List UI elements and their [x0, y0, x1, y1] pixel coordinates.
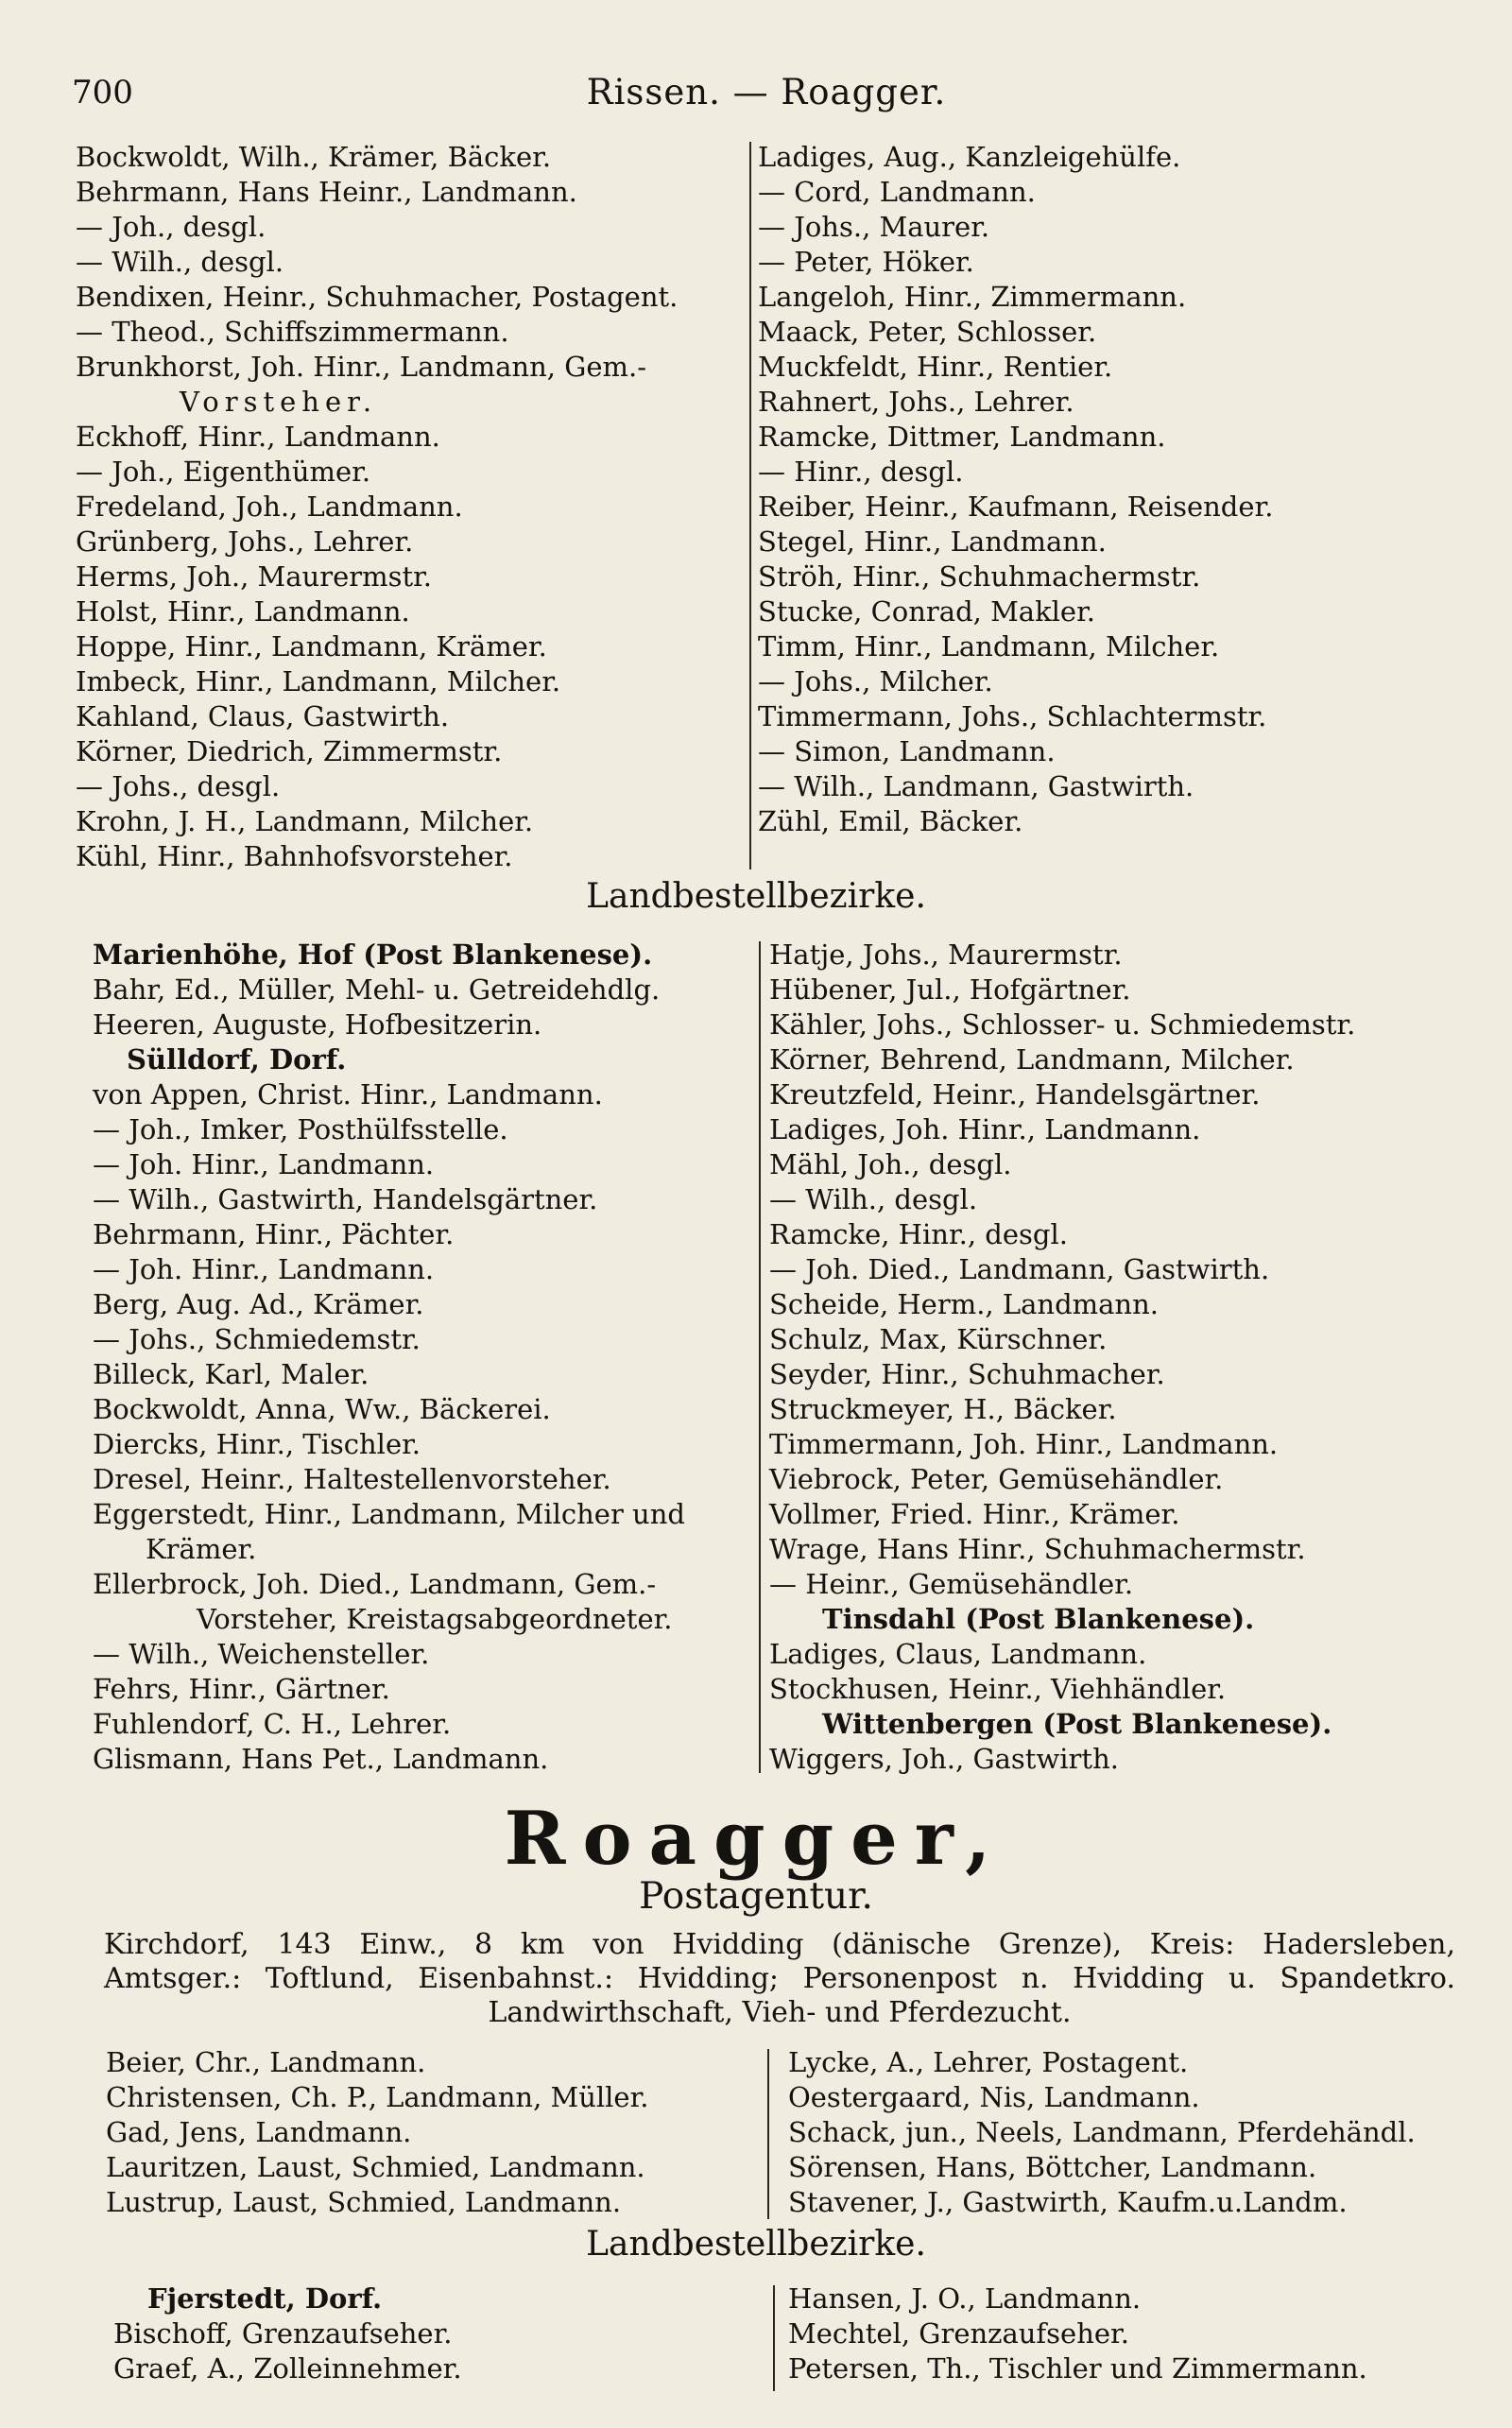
column-divider [759, 941, 761, 1773]
list-item: — Johs., Schmiedemstr. [93, 1323, 421, 1355]
list-item: Fehrs, Hinr., Gärtner. [93, 1673, 390, 1705]
list-item: Petersen, Th., Tischler und Zimmermann. [788, 2352, 1367, 2385]
list-item: Ladiges, Aug., Kanzleigehülfe. [758, 141, 1181, 173]
landbestell-1-left-column [93, 938, 754, 1777]
list-item: Struckmeyer, H., Bäcker. [769, 1393, 1117, 1425]
list-item: Krämer. [146, 1533, 257, 1565]
list-item: Langeloh, Hinr., Zimmermann. [758, 281, 1187, 313]
list-item: — Wilh., desgl. [769, 1183, 978, 1215]
list-item: — Theod., Schiffszimmermann. [76, 316, 509, 348]
section-heading: Landbestellbezirke. [586, 877, 926, 916]
list-item: Bendixen, Heinr., Schuhmacher, Postagent. [76, 281, 679, 313]
list-item: Beier, Chr., Landmann. [106, 2046, 426, 2078]
list-item: Behrmann, Hans Heinr., Landmann. [76, 176, 577, 208]
list-item: Schack, jun., Neels, Landmann, Pferdehändl. [788, 2116, 1416, 2148]
list-item: — Joh. Hinr., Landmann. [93, 1253, 435, 1285]
description-line: Amtsger.: Toftlund, Eisenbahnst.: Hvidding; Personenpost n. Hvidding u. Spandetkro. [104, 1962, 1455, 1995]
list-item: Hatje, Johs., Maurermstr. [769, 938, 1123, 971]
list-item: — Wilh., Gastwirth, Handelsgärtner. [93, 1183, 598, 1215]
list-item [113, 2282, 765, 2316]
list-item: — Joh. Hinr., Landmann. [93, 1148, 435, 1180]
list-item: — Wilh., Weichensteller. [93, 1638, 430, 1670]
place-name: Wittenbergen (Post Blankenese). [822, 1708, 1332, 1740]
list-item: Graef, A., Zolleinnehmer. [113, 2352, 462, 2385]
list-item: — Joh., Imker, Posthülfsstelle. [93, 1113, 508, 1145]
list-item: Stucke, Conrad, Makler. [758, 595, 1095, 628]
list-item: Holst, Hinr., Landmann. [76, 595, 410, 628]
list-item: Maack, Peter, Schlosser. [758, 316, 1097, 348]
landbestell-2-right-column [788, 2282, 1465, 2386]
column-divider [767, 2049, 769, 2219]
list-item: — Wilh., Landmann, Gastwirth. [758, 770, 1194, 802]
list-item [769, 1602, 1463, 1637]
landbestell-1-entries [93, 938, 1463, 1779]
place-description [104, 1928, 1455, 2030]
rissen-entries [76, 140, 1455, 877]
list-item: Fredeland, Joh., Landmann. [76, 491, 463, 523]
list-item: Krohn, J. H., Landmann, Milcher. [76, 805, 534, 837]
roagger-entries [106, 2045, 1467, 2225]
list-item: Vorsteher, Kreistagsabgeordneter. [197, 1603, 673, 1635]
list-item: Imbeck, Hinr., Landmann, Milcher. [76, 665, 561, 697]
place-name: Sülldorf, Dorf. [127, 1043, 347, 1076]
list-item: Herms, Joh., Maurermstr. [76, 560, 433, 593]
list-item: Kähler, Johs., Schlosser- u. Schmiedemstr. [769, 1008, 1356, 1041]
place-subtitle: Postagentur. [639, 1875, 873, 1918]
list-item: Oestergaard, Nis, Landmann. [788, 2081, 1200, 2113]
column-divider [749, 142, 751, 870]
description-line: Landwirthschaft, Vieh- und Pferdezucht. [488, 1996, 1072, 2029]
list-item [93, 938, 754, 973]
list-item: Körner, Behrend, Landmann, Milcher. [769, 1043, 1295, 1076]
list-item: — Heinr., Gemüsehändler. [769, 1568, 1134, 1600]
list-item: Brunkhorst, Joh. Hinr., Landmann, Gem.- [76, 351, 647, 383]
list-item: Schulz, Max, Kürschner. [769, 1323, 1108, 1355]
place-name: Marienhöhe, Hof (Post Blankenese). [93, 938, 653, 971]
list-item: Ellerbrock, Joh. Died., Landmann, Gem.- [93, 1568, 657, 1600]
list-item: Ramcke, Hinr., desgl. [769, 1218, 1068, 1250]
list-item [769, 1707, 1463, 1742]
list-item: Bischoff, Grenzaufseher. [113, 2317, 453, 2350]
list-item: — Johs., Maurer. [758, 211, 990, 243]
list-item: Eggerstedt, Hinr., Landmann, Milcher und [93, 1498, 685, 1530]
list-item [93, 1042, 754, 1077]
list-item: Lustrup, Laust, Schmied, Landmann. [106, 2186, 622, 2218]
list-item: Ramcke, Dittmer, Landmann. [758, 421, 1166, 453]
list-item: Timmermann, Johs., Schlachtermstr. [758, 700, 1267, 732]
roagger-right-column [788, 2045, 1467, 2220]
list-item: Timm, Hinr., Landmann, Milcher. [758, 630, 1220, 663]
list-item: — Peter, Höker. [758, 246, 974, 278]
list-item: Hoppe, Hinr., Landmann, Krämer. [76, 630, 547, 663]
list-item: Viebrock, Peter, Gemüsehändler. [769, 1463, 1224, 1495]
roagger-left-column [106, 2045, 767, 2220]
list-item: Seyder, Hinr., Schuhmacher. [769, 1358, 1165, 1390]
list-item: Zühl, Emil, Bäcker. [758, 805, 1023, 837]
page-header [72, 68, 1461, 125]
list-item: Hübener, Jul., Hofgärtner. [769, 973, 1131, 1006]
list-item: Körner, Diedrich, Zimmermstr. [76, 735, 503, 767]
running-head: Rissen. — Roagger. [586, 72, 947, 112]
list-item: Stavener, J., Gastwirth, Kaufm.u.Landm. [788, 2186, 1348, 2218]
list-item: — Joh., desgl. [76, 211, 266, 243]
list-item: — Wilh., desgl. [76, 246, 284, 278]
list-item: Mechtel, Grenzaufseher. [788, 2317, 1129, 2350]
list-item: Ströh, Hinr., Schuhmachermstr. [758, 560, 1201, 593]
list-item: Scheide, Herm., Landmann. [769, 1288, 1160, 1320]
list-item: Bockwoldt, Wilh., Krämer, Bäcker. [76, 141, 552, 173]
list-item: Bockwoldt, Anna, Ww., Bäckerei. [93, 1393, 551, 1425]
list-item: Dresel, Heinr., Haltestellenvorsteher. [93, 1463, 611, 1495]
list-item: Reiber, Heinr., Kaufmann, Reisender. [758, 491, 1274, 523]
list-item: Lauritzen, Laust, Schmied, Landmann. [106, 2151, 645, 2183]
list-item: Eckhoff, Hinr., Landmann. [76, 421, 440, 453]
list-item: Rahnert, Johs., Lehrer. [758, 386, 1074, 418]
description-line: Kirchdorf, 143 Einw., 8 km von Hvidding (dänische Grenze), Kreis: Hadersleben, [104, 1928, 1455, 1961]
list-item: Kühl, Hinr., Bahnhofsvorsteher. [76, 840, 513, 872]
list-item: Lycke, A., Lehrer, Postagent. [788, 2046, 1189, 2078]
landbestell-2-left-column [113, 2282, 765, 2386]
list-item: Muckfeldt, Hinr., Rentier. [758, 351, 1113, 383]
list-item: Diercks, Hinr., Tischler. [93, 1428, 421, 1460]
column-divider [773, 2285, 775, 2391]
list-item: Behrmann, Hinr., Pächter. [93, 1218, 455, 1250]
list-item: Timmermann, Joh. Hinr., Landmann. [769, 1428, 1279, 1460]
landbestell-1-right-column [769, 938, 1463, 1777]
list-item: — Johs., Milcher. [758, 665, 993, 697]
place-name: Tinsdahl (Post Blankenese). [822, 1603, 1255, 1635]
list-item: Heeren, Auguste, Hofbesitzerin. [93, 1008, 542, 1041]
list-item: — Joh., Eigenthümer. [76, 456, 371, 488]
list-item: Hansen, J. O., Landmann. [788, 2282, 1142, 2315]
list-item: Wiggers, Joh., Gastwirth. [769, 1743, 1119, 1775]
list-item: von Appen, Christ. Hinr., Landmann. [93, 1078, 603, 1111]
list-item: Kreutzfeld, Heinr., Handelsgärtner. [769, 1078, 1261, 1111]
list-item: Vollmer, Fried. Hinr., Krämer. [769, 1498, 1180, 1530]
page-number: 700 [72, 74, 133, 112]
list-item: — Hinr., desgl. [758, 456, 964, 488]
section-heading: Landbestellbezirke. [586, 2225, 926, 2264]
list-item: — Simon, Landmann. [758, 735, 1056, 767]
list-item: Stegel, Hinr., Landmann. [758, 525, 1107, 558]
rissen-right-column [758, 140, 1455, 839]
list-item: Fuhlendorf, C. H., Lehrer. [93, 1708, 452, 1740]
list-item: Kahland, Claus, Gastwirth. [76, 700, 450, 732]
list-item: Gad, Jens, Landmann. [106, 2116, 412, 2148]
place-title: Roagger, [504, 1796, 1008, 1882]
list-item: Mähl, Joh., desgl. [769, 1148, 1012, 1180]
list-item: — Cord, Landmann. [758, 176, 1036, 208]
list-item: Sörensen, Hans, Böttcher, Landmann. [788, 2151, 1317, 2183]
landbestell-2-entries [113, 2282, 1465, 2395]
list-item: Glismann, Hans Pet., Landmann. [93, 1743, 549, 1775]
list-item: Vorsteher. [180, 386, 378, 418]
list-item: Bahr, Ed., Müller, Mehl- u. Getreidehdlg. [93, 973, 661, 1006]
list-item: Ladiges, Joh. Hinr., Landmann. [769, 1113, 1201, 1145]
list-item: Ladiges, Claus, Landmann. [769, 1638, 1147, 1670]
list-item: Grünberg, Johs., Lehrer. [76, 525, 414, 558]
list-item: Wrage, Hans Hinr., Schuhmachermstr. [769, 1533, 1306, 1565]
list-item: Stockhusen, Heinr., Viehhändler. [769, 1673, 1227, 1705]
list-item: Christensen, Ch. P., Landmann, Müller. [106, 2081, 649, 2113]
list-item: Berg, Aug. Ad., Krämer. [93, 1288, 424, 1320]
list-item: — Joh. Died., Landmann, Gastwirth. [769, 1253, 1270, 1285]
place-name: Fjerstedt, Dorf. [147, 2282, 383, 2315]
list-item: — Johs., desgl. [76, 770, 281, 802]
list-item: Billeck, Karl, Maler. [93, 1358, 369, 1390]
rissen-left-column [76, 140, 747, 874]
